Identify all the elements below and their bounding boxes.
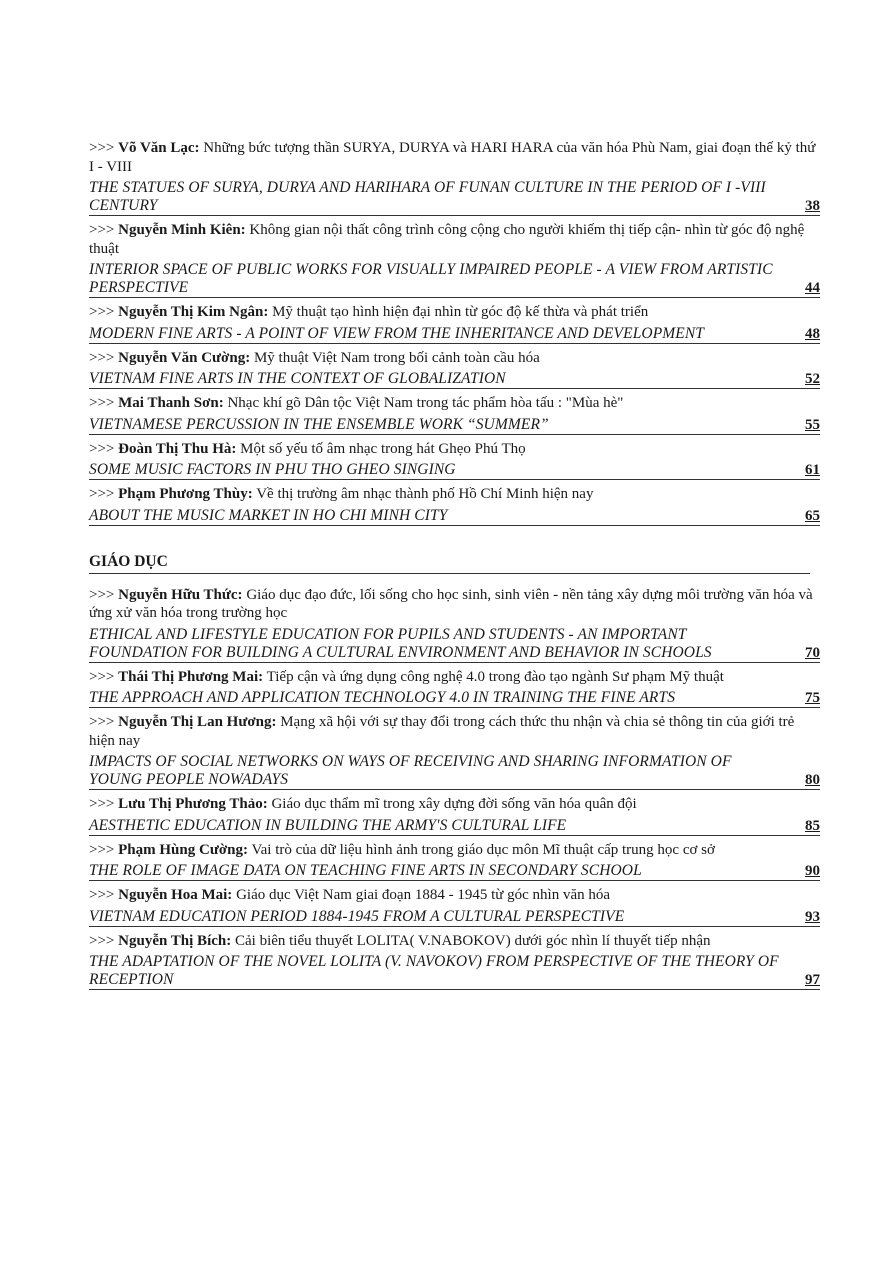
toc-entry[interactable] [89,841,820,882]
entry-page-number[interactable]: 61 [805,462,820,478]
entry-english-title: VIETNAMESE PERCUSSION IN THE ENSEMBLE WORK “SUMMER” [89,415,549,433]
entry-english-title: ETHICAL AND LIFESTYLE EDUCATION FOR PUPILS AND STUDENTS - AN IMPORTANT FOUNDATION FOR BUILDING A CULTURAL ENVIRONMENT AND BEHAVIOR IN SCHOOLS [89,625,712,661]
entry-page-number[interactable]: 75 [805,690,820,706]
entry-prefix: >>> [89,841,119,858]
entry-author: Võ Văn Lạc: [118,140,200,156]
entry-vn-title-text: Mạng xã hội với sự thay đổi trong cách thức thu nhận và chia sẻ thông tin của giới trẻ hiện nay [89,714,795,749]
entry-vietnamese-title [89,349,820,368]
entry-english-row [89,179,820,216]
entry-page-number[interactable]: 44 [805,280,820,296]
entry-page-number[interactable]: 90 [805,863,820,879]
entry-english-title: INTERIOR SPACE OF PUBLIC WORKS FOR VISUALLY IMPAIRED PEOPLE - A VIEW FROM ARTISTIC PERSPECTIVE [89,261,773,296]
entry-english-title: THE STATUES OF SURYA, DURYA AND HARIHARA OF FUNAN CULTURE IN THE PERIOD OF I -VIII CENTURY [89,179,766,214]
entry-page-number[interactable]: 65 [805,507,820,524]
entry-page-number[interactable]: 48 [805,325,820,342]
entry-vn-title-text: Giáo dục đạo đức, lối sống cho học sinh, sinh viên - nền tảng xây dựng môi trường văn hóa và ứng xử văn hóa trong trường học [89,586,813,621]
entry-author: Nguyễn Thị Lan Hương: [118,714,277,730]
entry-vn-title-text: Cải biên tiểu thuyết LOLITA( V.NABOKOV) dưới góc nhìn lí thuyết tiếp nhận [231,932,711,949]
entry-page-number[interactable]: 97 [805,972,820,988]
entry-english-row [89,908,820,927]
entry-english-title: THE ROLE OF IMAGE DATA ON TEACHING FINE ARTS IN SECONDARY SCHOOL [89,862,642,879]
toc-entry[interactable] [89,713,820,790]
entry-english-row [89,461,820,480]
toc-entry[interactable] [89,303,820,344]
entry-author: Đoàn Thị Thu Hà: [118,440,237,457]
entry-page-number[interactable]: 93 [805,908,820,925]
entry-vietnamese-title [89,841,820,860]
entry-page-number[interactable]: 52 [805,371,820,387]
entry-english-title: MODERN FINE ARTS - A POINT OF VIEW FROM THE INHERITANCE AND DEVELOPMENT [89,324,705,342]
entry-prefix: >>> [89,440,119,457]
entry-english-row [89,325,820,344]
entry-vn-title-text: Mỹ thuật tạo hình hiện đại nhìn từ góc độ kế thừa và phát triển [268,304,649,320]
entry-prefix: >>> [89,796,119,812]
entry-author: Nguyễn Thị Bích: [118,932,232,949]
entry-english-title: THE APPROACH AND APPLICATION TECHNOLOGY 4.0 IN TRAINING THE FINE ARTS [89,689,676,706]
entry-vietnamese-title [89,139,820,176]
entry-english-row [89,370,820,389]
entry-vietnamese-title [89,668,820,687]
entry-vn-title-text: Vai trò của dữ liệu hình ảnh trong giáo dục môn Mĩ thuật cấp trung học cơ sở [247,841,715,858]
entry-author: Phạm Phương Thùy: [118,486,253,502]
table-of-contents [89,139,820,995]
toc-entry[interactable] [89,795,820,836]
toc-entry[interactable] [89,349,820,390]
entry-prefix: >>> [89,395,119,411]
entry-prefix: >>> [89,586,119,603]
entry-vn-title-text: Giáo dục Việt Nam giai đoạn 1884 - 1945 từ góc nhìn văn hóa [232,887,611,903]
entry-vietnamese-title [89,795,820,814]
entry-prefix: >>> [89,140,119,156]
entry-page-number[interactable]: 38 [805,198,820,214]
entry-english-row [89,862,820,881]
toc-entry[interactable] [89,485,820,526]
entry-vietnamese-title [89,713,820,750]
entry-author: Nguyễn Văn Cường: [118,349,251,366]
entry-vn-title-text: Không gian nội thất công trình công cộng cho người khiếm thị tiếp cận- nhìn từ góc độ nghệ thuật [89,222,805,257]
entry-prefix: >>> [89,486,119,502]
entry-vietnamese-title [89,394,820,413]
entry-prefix: >>> [89,932,119,949]
entry-prefix: >>> [89,222,119,238]
entry-english-row [89,753,820,790]
entry-author: Mai Thanh Sơn: [118,395,224,411]
toc-entry[interactable] [89,586,820,663]
entry-author: Nguyễn Thị Kim Ngân: [118,304,269,320]
entry-vietnamese-title [89,221,820,258]
entry-author: Nguyễn Hữu Thức: [118,586,243,603]
entry-english-title: VIETNAM EDUCATION PERIOD 1884-1945 FROM A CULTURAL PERSPECTIVE [89,907,625,925]
entry-vn-title-text: Về thị trường âm nhạc thành phố Hồ Chí Minh hiện nay [252,486,594,502]
entry-english-row [89,261,820,298]
toc-entry[interactable] [89,886,820,927]
entry-vn-title-text: Những bức tượng thần SURYA, DURYA và HARI HARA của văn hóa Phù Nam, giai đoạn thế kỷ thứ I - VIII [89,140,816,175]
entry-vn-title-text: Giáo dục thẩm mĩ trong xây dựng đời sống văn hóa quân đội [267,796,637,812]
entry-english-row [89,626,820,663]
entry-vietnamese-title [89,886,820,905]
entry-vn-title-text: Nhạc khí gõ Dân tộc Việt Nam trong tác phẩm hòa tấu : "Mùa hè" [223,395,624,411]
entry-page-number[interactable]: 85 [805,817,820,834]
entry-prefix: >>> [89,349,119,366]
entry-english-title: THE ADAPTATION OF THE NOVEL LOLITA (V. NAVOKOV) FROM PERSPECTIVE OF THE THEORY OF RECEPTION [89,953,779,988]
entry-author: Nguyễn Minh Kiên: [118,222,246,238]
toc-entry[interactable] [89,394,820,435]
section-heading-giao-duc: GIÁO DỤC [89,552,810,574]
entry-vietnamese-title [89,440,820,459]
entry-english-title: VIETNAM FINE ARTS IN THE CONTEXT OF GLOBALIZATION [89,370,506,387]
entry-english-title: ABOUT THE MUSIC MARKET IN HO CHI MINH CITY [89,506,448,524]
toc-entry[interactable] [89,221,820,298]
toc-entry[interactable] [89,440,820,481]
entry-vietnamese-title [89,932,820,951]
entry-prefix: >>> [89,887,119,903]
toc-entry[interactable] [89,932,820,991]
toc-entry[interactable] [89,668,820,709]
entry-english-row [89,953,820,990]
entry-author: Thái Thị Phương Mai: [118,668,264,685]
entry-author: Nguyễn Hoa Mai: [118,887,233,903]
entry-prefix: >>> [89,714,119,730]
entry-vietnamese-title [89,485,820,504]
entry-page-number[interactable]: 70 [805,644,820,661]
toc-entry[interactable] [89,139,820,216]
section-arts [89,139,820,526]
entry-vn-title-text: Tiếp cận và ứng dụng công nghệ 4.0 trong đào tạo ngành Sư phạm Mỹ thuật [263,668,724,685]
entry-english-title: AESTHETIC EDUCATION IN BUILDING THE ARMY'S CULTURAL LIFE [89,816,567,834]
entry-english-row [89,817,820,836]
entry-english-row [89,507,820,526]
entry-english-row [89,416,820,435]
entry-vn-title-text: Một số yếu tố âm nhạc trong hát Ghẹo Phú Thọ [236,440,526,457]
entry-prefix: >>> [89,668,119,685]
entry-english-row [89,689,820,708]
entry-vietnamese-title [89,303,820,322]
entry-english-title: SOME MUSIC FACTORS IN PHU THO GHEO SINGING [89,461,456,478]
entry-author: Lưu Thị Phương Thảo: [118,796,268,812]
section-education [89,586,820,991]
entry-vietnamese-title [89,586,820,623]
entry-author: Phạm Hùng Cường: [118,841,248,858]
entry-prefix: >>> [89,304,119,320]
entry-vn-title-text: Mỹ thuật Việt Nam trong bối cảnh toàn cầu hóa [250,349,540,366]
entry-english-title: IMPACTS OF SOCIAL NETWORKS ON WAYS OF RECEIVING AND SHARING INFORMATION OF YOUNG PEOPLE NOWADAYS [89,753,732,788]
entry-page-number[interactable]: 80 [805,772,820,788]
entry-page-number[interactable]: 55 [805,416,820,433]
